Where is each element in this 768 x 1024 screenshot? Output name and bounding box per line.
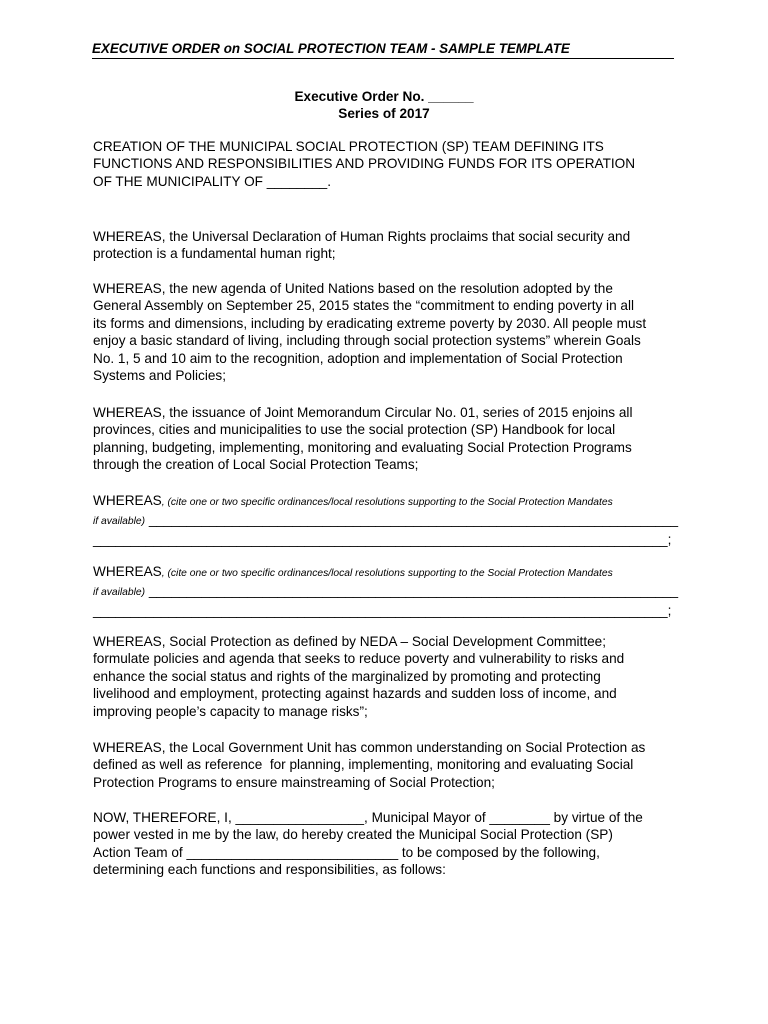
paragraph-line: determining each functions and responsibilities, as follows:: [93, 862, 446, 878]
paragraph-line: WHEREAS, the Universal Declaration of Human Rights proclaims that social security and: [93, 229, 631, 244]
paragraph-line: defined as well as reference for planning, implementing, monitoring and evaluating Social: [93, 757, 634, 773]
paragraph-line: WHEREAS, the Local Government Unit has common understanding on Social Protection as: [93, 740, 646, 755]
cite-instruction-note: , (cite one or two specific ordinances/local resolutions supporting to the Social Protection Mandates: [161, 497, 613, 508]
paragraph-line: power vested in me by the law, do hereby created the Municipal Social Protection (SP): [93, 827, 613, 843]
whereas-cite-paragraph-1: [93, 492, 683, 548]
whereas-paragraph-6: [93, 633, 683, 720]
paragraph-line: General Assembly on September 25, 2015 states the “commitment to ending poverty in all: [93, 298, 635, 314]
paragraph-line: enjoy a basic standard of living, including through social protection systems” wherein Goals: [93, 333, 641, 349]
whereas-paragraph-1: [93, 228, 683, 263]
paragraph-line: No. 1, 5 and 10 aim to the recognition, adoption and implementation of Social Protection: [93, 350, 623, 366]
fill-in-blank: ______________________________________________________________________: [148, 583, 679, 599]
paragraph-line: Protection Programs to ensure mainstreaming of Social Protection;: [93, 774, 495, 790]
paragraph-line: Action Team of ____________________________ to be composed by the following,: [93, 844, 600, 860]
whereas-paragraph-7: [93, 739, 683, 791]
executive-order-number: Executive Order No. ______: [294, 89, 474, 104]
cite-instruction-note: , (cite one or two specific ordinances/local resolutions supporting to the Social Protection Mandates: [161, 568, 613, 579]
paragraph-line: WHEREAS, Social Protection as defined by NEDA – Social Development Committee;: [93, 634, 607, 649]
paragraph-line: WHEREAS, the new agenda of United Nations based on the resolution adopted by the: [93, 281, 613, 296]
whereas-paragraph-3: [93, 404, 683, 474]
order-title-line: CREATION OF THE MUNICIPAL SOCIAL PROTECTION (SP) TEAM DEFINING ITS: [93, 139, 604, 154]
executive-order-series: Series of 2017: [338, 106, 430, 121]
cite-instruction-note: if available): [93, 516, 146, 528]
fill-in-blank: ____________________________________________________________________________;: [93, 531, 672, 547]
now-therefore-paragraph: [93, 809, 683, 879]
paragraph-line: planning, budgeting, implementing, monitoring and evaluating Social Protection Programs: [93, 439, 632, 455]
executive-order-heading: [0, 88, 768, 122]
fill-in-blank: ______________________________________________________________________: [148, 512, 679, 528]
whereas-lead: WHEREAS: [93, 493, 162, 508]
order-title-line: OF THE MUNICIPALITY OF ________.: [93, 173, 331, 189]
paragraph-line: provinces, cities and municipalities to use the social protection (SP) Handbook for local: [93, 422, 616, 438]
paragraph-line: through the creation of Local Social Protection Teams;: [93, 457, 419, 473]
whereas-lead: WHEREAS: [93, 564, 162, 579]
order-title-line: FUNCTIONS AND RESPONSIBILITIES AND PROVIDING FUNDS FOR ITS OPERATION: [93, 156, 636, 172]
paragraph-line: enhance the social status and rights of the marginalized by promoting and protecting: [93, 668, 601, 684]
paragraph-line: improving people’s capacity to manage risks”;: [93, 703, 368, 719]
whereas-cite-paragraph-2: [93, 563, 683, 619]
paragraph-line: NOW, THEREFORE, I, _________________, Municipal Mayor of ________ by virtue of the: [93, 810, 643, 825]
paragraph-line: WHEREAS, the issuance of Joint Memorandum Circular No. 01, series of 2015 enjoins all: [93, 405, 633, 420]
paragraph-line: protection is a fundamental human right;: [93, 246, 336, 262]
whereas-paragraph-2: [93, 280, 683, 384]
cite-instruction-note: if available): [93, 587, 146, 599]
paragraph-line: Systems and Policies;: [93, 368, 226, 384]
order-title: [93, 138, 683, 190]
paragraph-line: its forms and dimensions, including by eradicating extreme poverty by 2030. All people must: [93, 315, 647, 331]
paragraph-line: livelihood and employment, protecting against hazards and sudden loss of income, and: [93, 686, 617, 702]
paragraph-line: formulate policies and agenda that seeks to reduce poverty and vulnerability to risks and: [93, 651, 625, 667]
fill-in-blank: ____________________________________________________________________________;: [93, 602, 672, 618]
page-header-title: EXECUTIVE ORDER on SOCIAL PROTECTION TEAM - SAMPLE TEMPLATE: [92, 41, 674, 59]
